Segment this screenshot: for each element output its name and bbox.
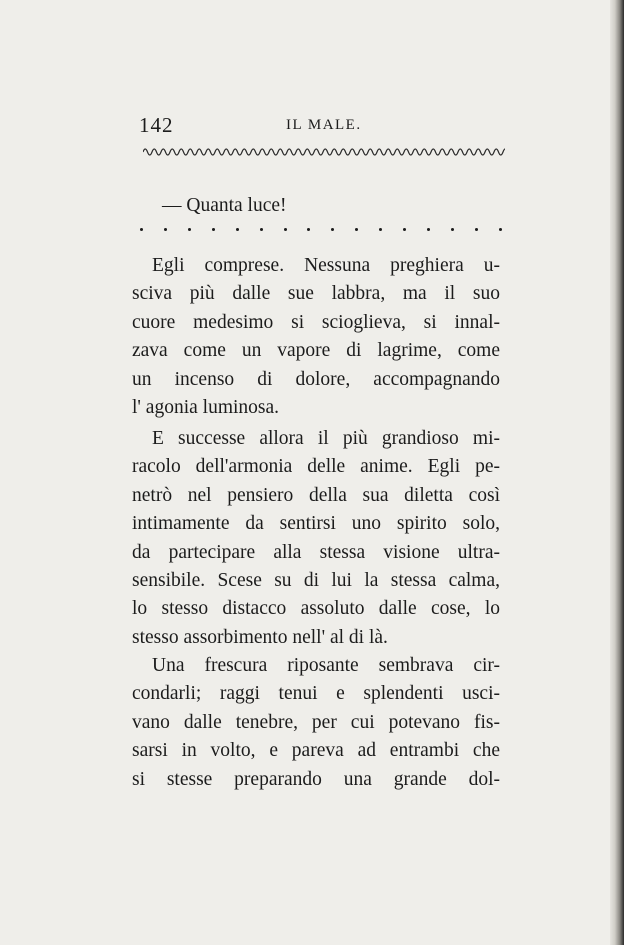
text-line: zava come un vapore di lagrime, come [132, 340, 500, 362]
text-line: Una frescura riposante sembrava cir- [152, 655, 500, 676]
running-title: IL MALE. [286, 117, 362, 133]
paragraph-3 [132, 652, 500, 794]
text-line: netrò nel pensiero della sua diletta così [132, 484, 500, 506]
text-line: Egli comprese. Nessuna preghiera u- [152, 255, 500, 276]
text-line: sciva più dalle sue labbra, ma il suo [132, 283, 500, 305]
page-header [0, 113, 624, 137]
page-number: 142 [139, 113, 174, 137]
text-line: si stesse preparando una grande dol- [132, 768, 500, 790]
text-line: un incenso di dolore, accompagnando [132, 368, 500, 390]
text-line: E successe allora il più grandioso mi- [152, 428, 500, 449]
ellipsis-dots-row [140, 228, 502, 231]
page-edge-shadow [610, 0, 624, 945]
text-line: l' agonia luminosa. [132, 396, 280, 418]
exclamation-line: — Quanta luce! [162, 195, 287, 216]
text-line: da partecipare alla stessa visione ultra- [132, 541, 500, 563]
text-line: racolo dell'armonia delle anime. Egli pe- [132, 456, 500, 478]
text-line: vano dalle tenebre, per cui potevano fis- [132, 711, 500, 733]
text-line: sensibile. Scese su di lui la stessa calma, [132, 569, 500, 591]
text-line: condarli; raggi tenui e splendenti usci- [132, 683, 500, 705]
text-line: sarsi in volto, e pareva ad entrambi che [132, 740, 500, 762]
text-line: lo stesso distacco assoluto dalle cose, lo [132, 598, 500, 620]
text-line: stesso assorbimento nell' al di là. [132, 626, 388, 648]
text-line: intimamente da sentirsi uno spirito solo, [132, 513, 500, 535]
paragraph-2 [132, 425, 500, 652]
paragraph-1 [132, 252, 500, 422]
decorative-ornament-rule [143, 145, 505, 159]
text-line: cuore medesimo si scioglieva, si innal- [132, 311, 500, 333]
